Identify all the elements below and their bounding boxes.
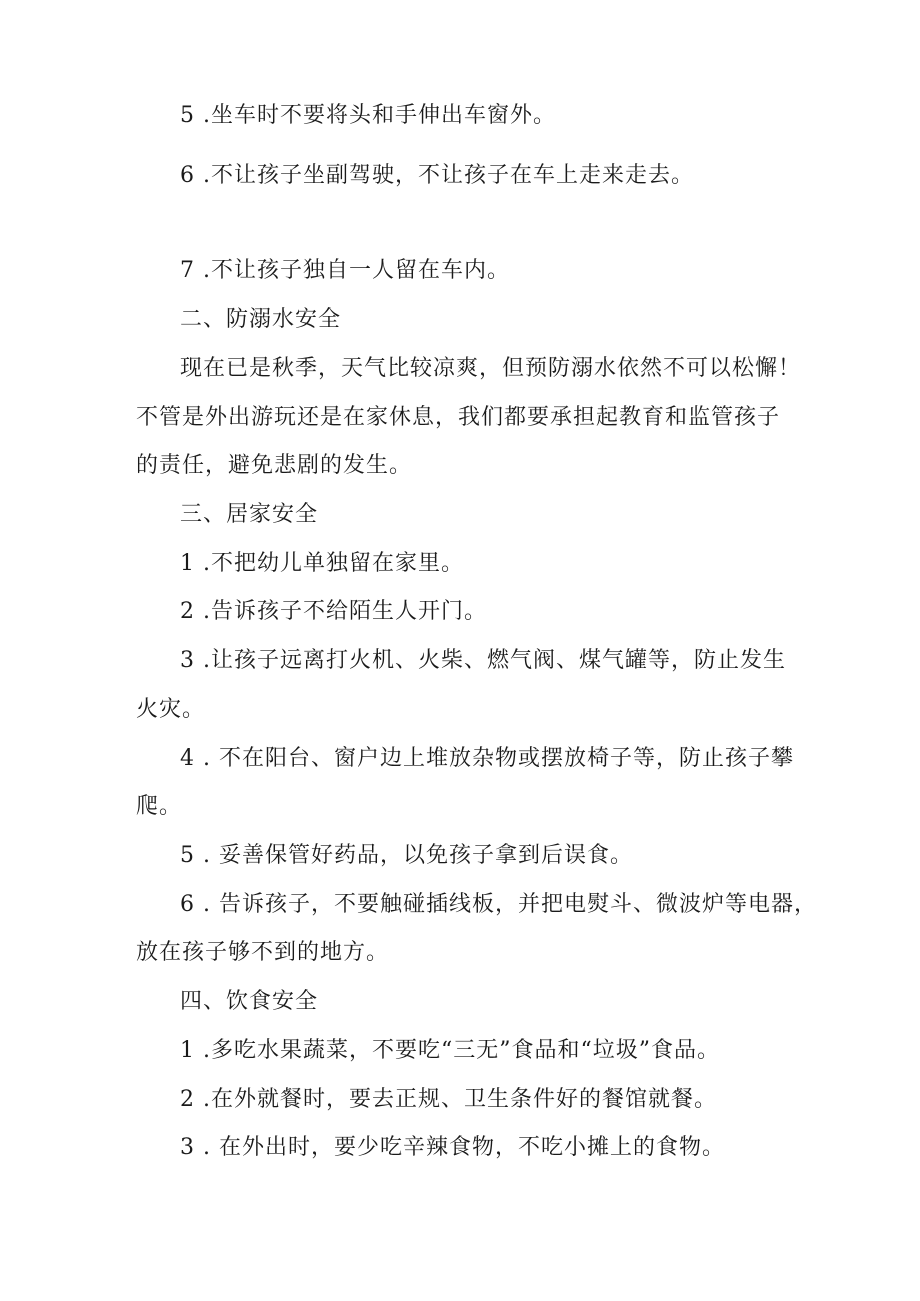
text-line-home-6: 6 . 告诉孩子，不要触碰插线板，并把电熨斗、微波炉等电器， — [180, 892, 817, 917]
section-heading-drowning: 二、防溺水安全 — [180, 307, 342, 332]
paragraph-drowning-line-1: 现在已是秋季，天气比较凉爽，但预防溺水依然不可以松懈！ — [180, 356, 802, 381]
text-line-food-1: 1 .多吃水果蔬菜，不要吃“三无”食品和“垃圾”食品。 — [180, 1038, 720, 1063]
text-line-home-1: 1 .不把幼儿单独留在家里。 — [180, 551, 464, 576]
text-line-home-3-cont: 火灾。 — [136, 697, 206, 722]
text-line-home-5: 5 . 妥善保管好药品，以免孩子拿到后误食。 — [180, 843, 633, 868]
section-heading-food: 四、饮食安全 — [180, 989, 319, 1014]
text-line-food-3: 3 . 在外出时，要少吃辛辣食物，不吃小摊上的食物。 — [180, 1135, 725, 1160]
text-line-home-2: 2 .告诉孩子不给陌生人开门。 — [180, 599, 487, 624]
text-line-home-4-cont: 爬。 — [136, 794, 183, 819]
paragraph-drowning-line-3: 的责任，避免悲剧的发生。 — [136, 453, 413, 478]
text-line-car-5: 5 .坐车时不要将头和手伸出车窗外。 — [180, 103, 556, 128]
paragraph-drowning-line-2: 不管是外出游玩还是在家休息，我们都要承担起教育和监管孩子 — [136, 405, 781, 430]
text-line-car-7: 7 .不让孩子独自一人留在车内。 — [180, 258, 510, 283]
text-line-home-3: 3 .让孩子远离打火机、火柴、燃气阀、煤气罐等，防止发生 — [180, 648, 786, 673]
text-line-home-6-cont: 放在孩子够不到的地方。 — [136, 940, 390, 965]
text-line-food-2: 2 .在外就餐时，要去正规、卫生条件好的餐馆就餐。 — [180, 1087, 717, 1112]
text-line-car-6: 6 .不让孩子坐副驾驶，不让孩子在车上走来走去。 — [180, 163, 694, 188]
section-heading-home: 三、居家安全 — [180, 502, 319, 527]
text-line-home-4: 4 . 不在阳台、窗户边上堆放杂物或摆放椅子等，防止孩子攀 — [180, 746, 794, 771]
